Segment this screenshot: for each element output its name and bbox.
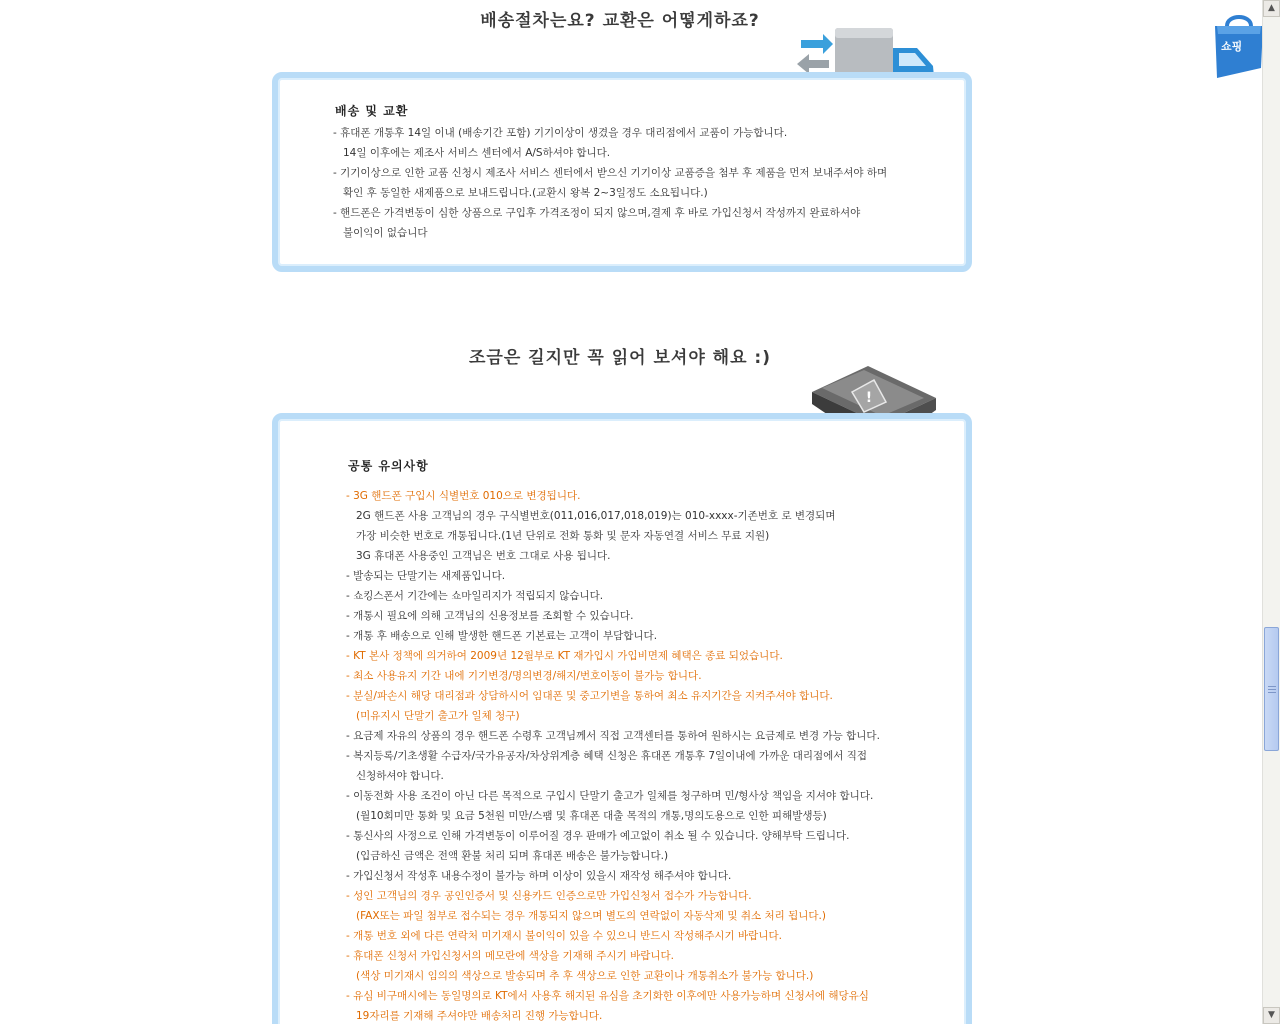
notice-line: - 통신사의 사정으로 인해 가격변동이 이루어질 경우 판매가 예고없이 취소 될 수 있습니다. 양해부탁 드립니다.: [346, 830, 850, 842]
notice-line: - 성인 고객님의 경우 공인인증서 및 신용카드 인증으로만 가입신청서 접수가 가능합니다.: [346, 890, 752, 902]
notice-line: (월10회미만 통화 및 요금 5천원 미만/스팸 및 휴대폰 대출 목적의 개통,명의도용으로 인한 피해발생등): [356, 810, 827, 822]
delivery-exchange-list: [333, 123, 887, 243]
delivery-exchange-title: 배송 및 교환: [335, 104, 409, 118]
notice-line: - 유심 비구매시에는 동일명의로 KT에서 사용후 해지된 유심을 초기화한 이후에만 사용가능하며 신청서에 해당유심: [346, 990, 869, 1002]
notice-line: - 개통시 필요에 의해 고객님의 신용정보를 조회할 수 있습니다.: [346, 610, 634, 622]
shopping-bag-button[interactable]: [1215, 12, 1263, 78]
notice-line: 3G 휴대폰 사용중인 고객님은 번호 그대로 사용 됩니다.: [356, 550, 611, 562]
common-notice-box: [272, 413, 972, 1024]
notice-line: 14일 이후에는 제조사 서비스 센터에서 A/S하셔야 합니다.: [343, 147, 611, 159]
notice-line: - 최소 사용유지 기간 내에 기기변경/명의변경/해지/번호이동이 불가능 합니다.: [346, 670, 702, 682]
shopping-badge-label: 쇼핑: [1221, 40, 1243, 53]
notice-line: - 개통 후 배송으로 인해 발생한 핸드폰 기본료는 고객이 부담합니다.: [346, 630, 658, 642]
notice-line: (FAX또는 파일 첨부로 접수되는 경우 개통되지 않으며 별도의 연락없이 자동삭제 및 취소 처리 됩니다.): [356, 910, 826, 922]
notice-line: (미유지시 단말기 출고가 일체 청구): [356, 710, 520, 722]
notice-line: 가장 비슷한 번호로 개통됩니다.(1년 단위로 전화 통화 및 문자 자동연결 서비스 무료 지원): [356, 530, 770, 542]
vertical-scrollbar[interactable]: [1262, 0, 1280, 1024]
notice-line: 확인 후 동일한 새제품으로 보내드립니다.(교환시 왕복 2~3일정도 소요됩니다.): [343, 187, 708, 199]
common-notice-list: [346, 486, 880, 1024]
notice-line: - 요금제 자유의 상품의 경우 핸드폰 수령후 고객님께서 직접 고객센터를 통하여 원하시는 요금제로 변경 가능 합니다.: [346, 730, 880, 742]
notice-line: - KT 본사 정책에 의거하여 2009년 12월부로 KT 재가입시 가입비면제 혜택은 종료 되었습니다.: [346, 650, 783, 662]
notice-heading: 조금은 길지만 꼭 읽어 보셔야 해요 :): [469, 348, 771, 368]
common-notice-title: 공통 유의사항: [348, 459, 429, 473]
notice-line: - 발송되는 단말기는 새제품입니다.: [346, 570, 506, 582]
notice-line: - 기기이상으로 인한 교품 신청시 제조사 서비스 센터에서 받으신 기기이상 교품증을 첨부 후 제품을 먼저 보내주셔야 하며: [333, 167, 888, 179]
notice-line: - 가입신청서 작성후 내용수정이 불가능 하며 이상이 있을시 재작성 해주셔야 합니다.: [346, 870, 732, 882]
notice-line: - 3G 핸드폰 구입시 식별번호 010으로 변경됩니다.: [346, 490, 581, 502]
notice-line: 19자리를 기재해 주셔야만 배송처리 진행 가능합니다.: [356, 1010, 603, 1022]
notice-line: - 이동전화 사용 조건이 아닌 다른 목적으로 구입시 단말기 출고가 일체를 청구하며 민/형사상 책임을 지셔야 합니다.: [346, 790, 874, 802]
delivery-exchange-box: [272, 72, 972, 272]
delivery-heading: 배송절차는요? 교환은 어떻게하죠?: [480, 11, 760, 31]
notice-line: - 복지등록/기초생활 수급자/국가유공자/차상위계층 혜택 신청은 휴대폰 개통후 7일이내에 가까운 대리점에서 직접: [346, 750, 868, 762]
notice-line: - 휴대폰 개통후 14일 이내 (배송기간 포함) 기기이상이 생겼을 경우 대리점에서 교품이 가능합니다.: [333, 127, 788, 139]
scroll-down-button[interactable]: ▼: [1263, 1007, 1280, 1024]
notice-line: 신청하셔야 합니다.: [356, 770, 444, 782]
notice-line: (입금하신 금액은 전액 환불 처리 되며 휴대폰 배송은 불가능합니다.): [356, 850, 669, 862]
notice-line: - 개통 번호 외에 다른 연락처 미기재시 불이익이 있을 수 있으니 반드시 작성해주시기 바랍니다.: [346, 930, 782, 942]
svg-text:!: !: [865, 390, 873, 406]
scroll-up-button[interactable]: ▲: [1263, 0, 1280, 17]
notice-line: - 휴대폰 신청서 가입신청서의 메모란에 색상을 기재해 주시기 바랍니다.: [346, 950, 674, 962]
notice-line: 불이익이 없습니다: [343, 227, 428, 239]
scroll-grip-icon: [1268, 685, 1276, 693]
notice-line: 2G 핸드폰 사용 고객님의 경우 구식별번호(011,016,017,018,019)는 010-xxxx-기존번호 로 변경되며: [356, 510, 836, 522]
notice-line: - 쇼킹스폰서 기간에는 쇼마일리지가 적립되지 않습니다.: [346, 590, 604, 602]
scroll-thumb[interactable]: [1264, 627, 1279, 751]
notice-line: (색상 미기재시 임의의 색상으로 발송되며 추 후 색상으로 인한 교환이나 개통취소가 불가능 합니다.): [356, 970, 814, 982]
notice-line: - 분실/파손시 해당 대리점과 상담하시어 임대폰 및 중고기변을 통하여 최소 유지기간을 지켜주셔야 합니다.: [346, 690, 833, 702]
notice-line: - 핸드폰은 가격변동이 심한 상품으로 구입후 가격조정이 되지 않으며,결제 후 바로 가입신청서 작성까지 완료하셔야: [333, 207, 861, 219]
